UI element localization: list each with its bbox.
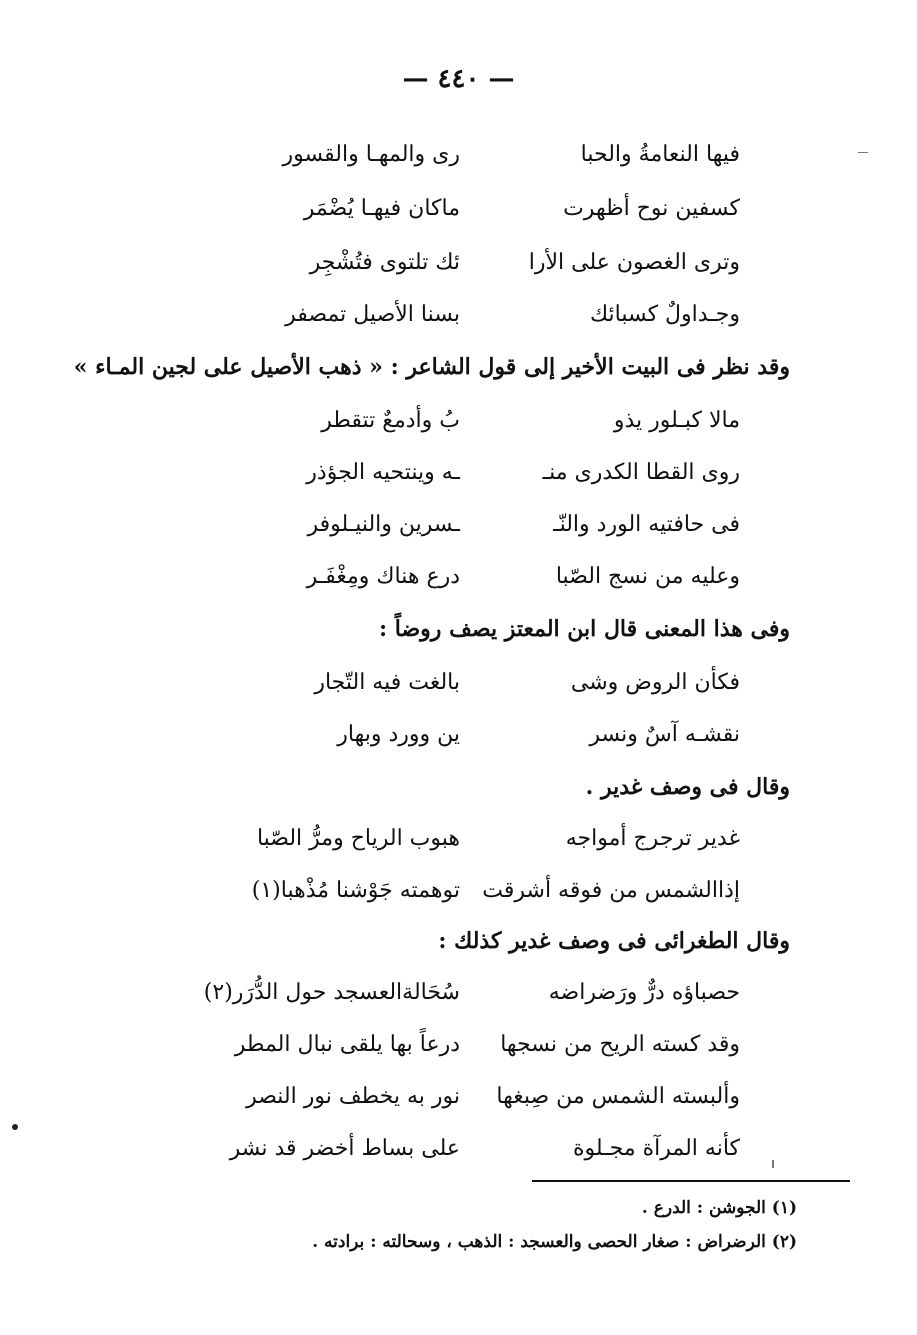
verse-line <box>200 194 740 224</box>
scan-mark <box>858 152 868 153</box>
prose-paragraph: وقال الطغرائى فى وصف غدير كذلك : <box>438 928 790 954</box>
verse-first-hemistich: كأنه المرآة مجـلوة <box>573 1136 740 1161</box>
footnote: (١) الجوشن : الدرع . <box>641 1198 797 1218</box>
verse-second-hemistich: بُ وأدمعٌ تتقطر <box>321 408 460 433</box>
verse-first-hemistich: وترى الغصون على الأرا <box>528 250 740 275</box>
verse-line <box>200 720 740 750</box>
verse-first-hemistich: روى القطا الكدرى منـ <box>542 460 740 485</box>
verse-second-hemistich: بسنا الأصيل تمصفر <box>285 302 460 327</box>
prose-paragraph: وقد نظر فى البيت الأخير إلى قول الشاعر : « ذهب الأصيل على لجين المـاء » <box>73 354 790 380</box>
verse-second-hemistich: هبوب الرياح ومرُّ الصّبا <box>256 826 460 851</box>
verse-first-hemistich: غدير ترجرج أمواجه <box>565 826 740 851</box>
verse-second-hemistich: على بساط أخضر قد نشر <box>229 1136 460 1161</box>
verse-second-hemistich: ـه وينتحيه الجؤذر <box>306 460 460 485</box>
verse-second-hemistich: درع هناك ومِغْفَـر <box>306 564 460 589</box>
verse-first-hemistich: فيها النعامةُ والحبا <box>580 142 740 167</box>
footnote: (٢) الرضراض : صغار الحصى والعسجد : الذهب ، وسحالته : برادته . <box>312 1232 797 1252</box>
verse-second-hemistich: ئك تلتوى فتُشْجِر <box>309 250 460 275</box>
footnote-divider <box>532 1180 850 1182</box>
verse-first-hemistich: إذاالشمس من فوقه أشرقت <box>482 878 740 903</box>
verse-line <box>200 978 740 1008</box>
verse-first-hemistich: حصباؤه درٌّ ورَضراضه <box>548 980 740 1005</box>
verse-line <box>200 1134 740 1164</box>
verse-line <box>200 824 740 854</box>
verse-line <box>200 458 740 488</box>
verse-second-hemistich: نور به يخطف نور النصر <box>246 1084 460 1109</box>
verse-second-hemistich: ين وورد وبهار <box>337 722 460 747</box>
verse-first-hemistich: فى حافتيه الورد والنّـ <box>553 512 740 537</box>
verse-first-hemistich: مالا كبـلور يذو <box>613 408 740 433</box>
verse-first-hemistich: فكأن الروض وشى <box>570 670 740 695</box>
verse-line <box>200 300 740 330</box>
verse-line <box>200 668 740 698</box>
verse-second-hemistich: رى والمهـا والقسور <box>282 142 460 167</box>
verse-line <box>200 406 740 436</box>
verse-line <box>200 562 740 592</box>
verse-second-hemistich: توهمته جَوْشنا مُذْهبا(١) <box>251 878 460 903</box>
verse-second-hemistich: ـسرين والنيـلوفر <box>307 512 460 537</box>
page-number: — ٤٤٠ — <box>402 64 515 94</box>
verse-second-hemistich: سُحَالةالعسجد حول الدُّرَر(٢) <box>203 980 460 1005</box>
verse-first-hemistich: وألبسته الشمس من صِبغها <box>496 1084 740 1109</box>
verse-first-hemistich: نقشـه آسٌ ونسر <box>589 722 740 747</box>
verse-line <box>200 510 740 540</box>
scan-mark <box>772 1160 774 1168</box>
scan-speck <box>12 1124 18 1130</box>
verse-line <box>200 1030 740 1060</box>
verse-line <box>200 1082 740 1112</box>
verse-line <box>200 140 740 170</box>
prose-paragraph: وقال فى وصف غدير . <box>585 774 790 800</box>
verse-first-hemistich: وجـداولٌ كسبائك <box>589 302 740 327</box>
verse-first-hemistich: كسفين نوح أظهرت <box>563 196 740 221</box>
verse-first-hemistich: وعليه من نسج الصّبا <box>555 564 740 589</box>
verse-line <box>200 876 740 906</box>
verse-second-hemistich: درعاً بها يلقى نبال المطر <box>234 1032 460 1057</box>
verse-second-hemistich: ماكان فيهـا يُضْمَر <box>303 196 460 221</box>
verse-line <box>200 248 740 278</box>
prose-paragraph: وفى هذا المعنى قال ابن المعتز يصف روضاً : <box>379 616 790 642</box>
verse-first-hemistich: وقد كسته الريح من نسجها <box>500 1032 740 1057</box>
verse-second-hemistich: بالغت فيه التّجار <box>314 670 460 695</box>
